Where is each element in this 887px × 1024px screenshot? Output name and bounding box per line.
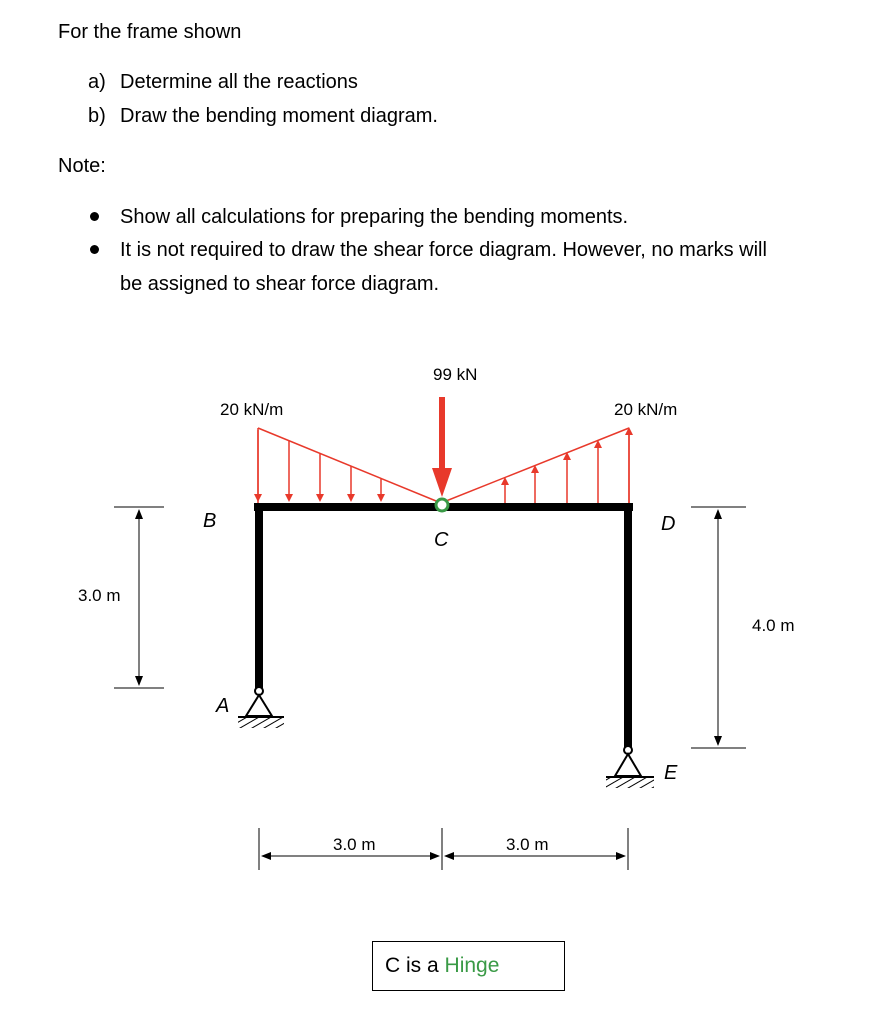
udl-right [441,428,629,503]
hinge-note-prefix: C is a [385,954,439,977]
node-label-a: A [216,695,230,717]
node-label-d: D [661,513,676,535]
part-a-marker: a) [88,71,106,93]
note-item-2: It is not required to draw the shear force diagram. However, no marks will [120,239,767,261]
hinge-note-box [372,941,565,991]
dimension-spans [259,828,628,870]
point-load-arrow [432,397,452,497]
udl-left [258,428,441,503]
note-item-2-continued: be assigned to shear force diagram. [120,273,440,295]
part-b-text: Draw the bending moment diagram. [120,105,438,127]
pin-support-a-icon [238,687,284,728]
question-intro: For the frame shown [58,21,242,43]
note-item-1: Show all calculations for preparing the bending moments. [120,206,629,228]
dimension-left-height [114,507,164,688]
node-label-b: B [203,510,217,532]
udl-right-label: 20 kN/m [614,400,678,419]
hinge-c-icon [436,499,448,511]
dimension-right-height [691,507,746,748]
pin-support-e-icon [606,746,654,788]
udl-left-label: 20 kN/m [220,400,284,419]
note-label: Note: [58,155,106,177]
node-label-c: C [434,529,449,551]
hinge-note-word: Hinge [444,954,500,977]
dimension-span-right-label: 3.0 m [506,835,549,854]
part-a-text: Determine all the reactions [120,71,358,93]
dimension-right-height-label: 4.0 m [752,616,795,635]
part-b-marker: b) [88,105,106,127]
dimension-span-left-label: 3.0 m [333,835,376,854]
point-load-label: 99 kN [433,365,478,384]
dimension-left-height-label: 3.0 m [78,586,121,605]
node-label-e: E [664,762,678,784]
